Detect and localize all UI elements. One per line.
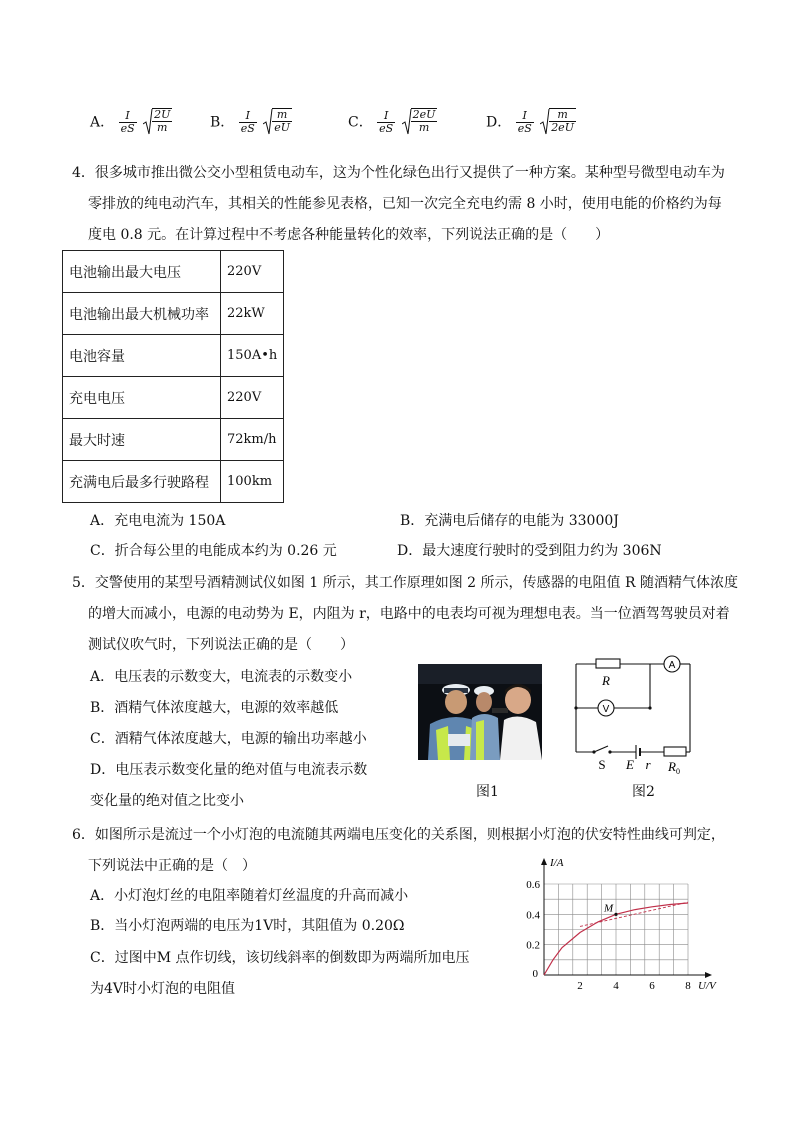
spec-row	[63, 461, 284, 503]
point-M	[614, 913, 617, 916]
spec-row	[63, 335, 284, 377]
spec-key: 充满电后最多行驶路程	[63, 461, 221, 503]
q3-option-c[interactable]	[348, 108, 437, 137]
q5-stem-line2: 的增大而减小，电源的电动势为 E，内阻为 r，电路中的电表均可视为理想电表。当一位酒驾驾驶员对着	[88, 606, 730, 622]
spec-table	[62, 250, 284, 503]
q4-option-c[interactable]: C．折合每公里的电能成本约为 0.26 元	[90, 543, 337, 559]
y-tick-label: 0.2	[526, 939, 540, 952]
point-M-label: M	[604, 902, 614, 915]
spec-key: 电池输出最大电压	[63, 251, 221, 293]
q6-option-c-line1[interactable]: C．过图中M 点作切线，该切线斜率的倒数即为两端所加电压	[90, 950, 470, 966]
q3-option-b[interactable]	[210, 108, 292, 137]
fraction: $\frac{I}{eS}$	[379, 109, 394, 135]
fraction: $\frac{I}{eS}$	[120, 109, 135, 135]
spec-value: 150A•h	[221, 335, 284, 377]
q4-option-d[interactable]: D．最大速度行驶时的受到阻力约为 306N	[397, 543, 662, 559]
sqrt: $\frac{m}{2eU}$	[540, 108, 576, 137]
q6-stem-line1: 6．如图所示是流过一个小灯泡的电流随其两端电压变化的关系图，则根据小灯泡的伏安特性曲线可判定，	[72, 827, 725, 843]
x-tick-label: 8	[685, 980, 691, 992]
origin-label: 0	[532, 968, 538, 980]
q6-option-c-line2: 为4V时小灯泡的电阻值	[90, 981, 236, 997]
spec-key: 充电电压	[63, 377, 221, 419]
x-axis-arrow	[705, 972, 712, 978]
q5-option-c[interactable]: C．酒精气体浓度越大，电源的输出功率越小	[90, 731, 367, 747]
spec-row	[63, 419, 284, 461]
sqrt: $\frac{m}{eU}$	[263, 108, 292, 137]
iv-curve-chart	[510, 856, 720, 998]
option-label: C．	[348, 114, 373, 131]
q5-option-d-line2: 变化量的绝对值之比变小	[90, 793, 244, 809]
switch-S-label: S	[598, 757, 606, 772]
resistor-R0-label: $R_0$	[668, 759, 680, 776]
circuit-diagram	[566, 652, 706, 778]
spec-value: 22kW	[221, 293, 284, 335]
q6-option-b[interactable]: B．当小灯泡两端的电压为1V时，其阻值为 0.20Ω	[90, 918, 405, 934]
q3-option-d[interactable]	[486, 108, 576, 137]
fig2-caption: 图2	[632, 784, 655, 800]
sqrt: $\frac{2eU}{m}$	[402, 108, 438, 137]
spec-key: 电池容量	[63, 335, 221, 377]
spec-value: 220V	[221, 251, 284, 293]
q5-stem-line3: 测试仪吹气时，下列说法正确的是（ ）	[88, 637, 354, 653]
q4-stem-line1: 4．很多城市推出微公交小型租赁电动车，这为个性化绿色出行又提供了一种方案。某种型号微型电动车为	[72, 165, 725, 181]
spec-value: 100km	[221, 461, 284, 503]
q4-option-b[interactable]: B．充满电后储存的电能为 33000J	[400, 513, 619, 529]
q5-option-a[interactable]: A．电压表的示数变大，电流表的示数变小	[90, 669, 353, 685]
x-axis-label: U/V	[698, 980, 716, 992]
x-tick-label: 4	[613, 980, 619, 992]
x-tick-label: 2	[577, 980, 583, 992]
spec-value: 220V	[221, 377, 284, 419]
q4-option-a[interactable]: A．充电电流为 150A	[90, 513, 226, 529]
spec-row	[63, 293, 284, 335]
internal-r-label: r	[645, 757, 651, 772]
option-label: A．	[90, 114, 115, 131]
breathalyzer-photo	[418, 664, 542, 760]
spec-row	[63, 377, 284, 419]
sqrt: $\frac{2U}{m}$	[143, 108, 172, 137]
y-axis-arrow	[541, 858, 547, 865]
fraction: $\frac{I}{eS}$	[517, 109, 532, 135]
spec-value: 72km/h	[221, 419, 284, 461]
spec-key: 最大时速	[63, 419, 221, 461]
voltmeter-label: V	[602, 704, 610, 715]
ammeter-label: A	[668, 660, 676, 671]
q3-option-a[interactable]	[90, 108, 172, 137]
y-axis-label: I/A	[550, 857, 564, 869]
resistor-R-label: R	[602, 673, 610, 688]
fig1-caption: 图1	[476, 784, 499, 800]
q5-option-b[interactable]: B．酒精气体浓度越大，电源的效率越低	[90, 700, 339, 716]
option-label: B．	[210, 114, 235, 131]
fraction: $\frac{I}{eS}$	[240, 109, 255, 135]
q5-option-d-line1[interactable]: D．电压表示数变化量的绝对值与电流表示数	[90, 762, 368, 778]
y-tick-label: 0.6	[526, 879, 540, 891]
q6-option-a[interactable]: A．小灯泡灯丝的电阻率随着灯丝温度的升高而减小	[90, 888, 409, 904]
q4-stem-line3: 度电 0.8 元。在计算过程中不考虑各种能量转化的效率，下列说法正确的是（ ）	[88, 227, 610, 243]
spec-row	[63, 251, 284, 293]
option-label: D．	[486, 114, 512, 131]
y-tick-label: 0.4	[526, 909, 540, 922]
x-tick-label: 6	[649, 980, 655, 992]
q4-stem-line2: 零排放的纯电动汽车，其相关的性能参见表格，已知一次完全充电约需 8 小时，使用电能的价格约为每	[88, 196, 722, 212]
emf-E-label: E	[626, 757, 634, 772]
spec-key: 电池输出最大机械功率	[63, 293, 221, 335]
q6-stem-line2: 下列说法中正确的是（ ）	[88, 858, 256, 874]
q5-stem-line1: 5．交警使用的某型号酒精测试仪如图 1 所示，其工作原理如图 2 所示，传感器的电阻值 R 随酒精气体浓度	[72, 575, 738, 591]
